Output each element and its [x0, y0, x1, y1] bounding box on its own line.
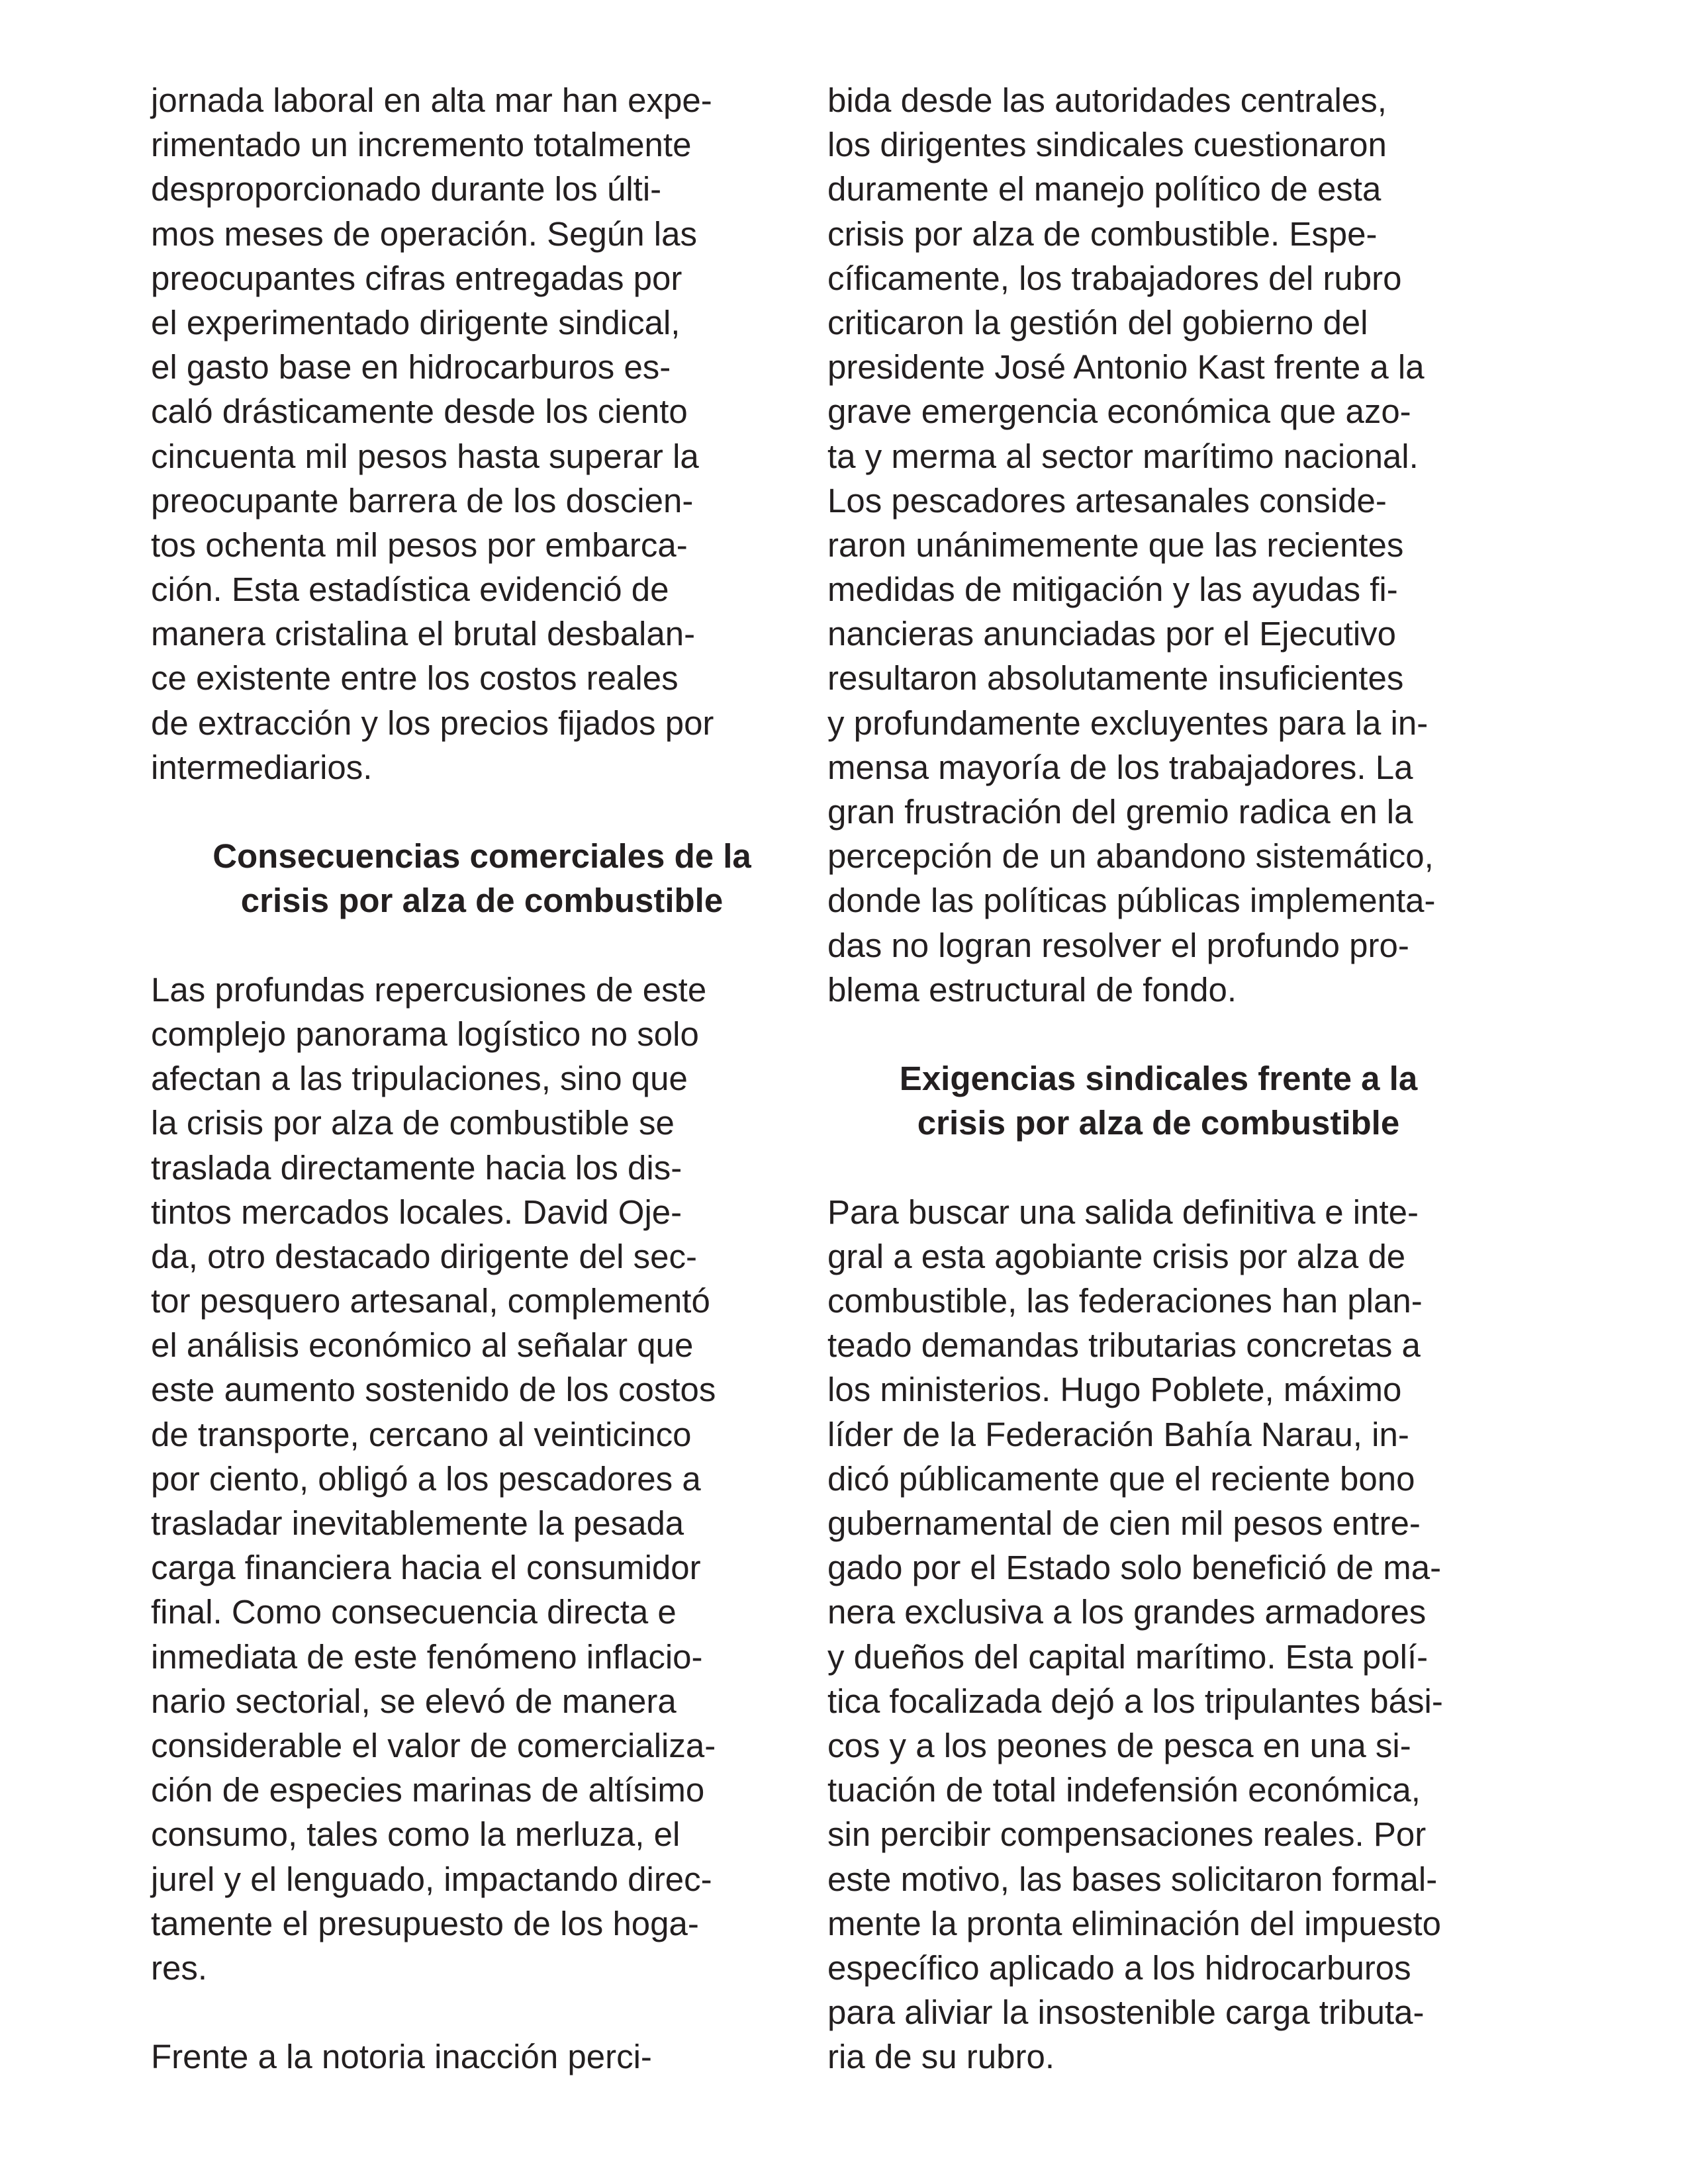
text-line: tintos mercados locales. David Oje-	[151, 1193, 682, 1231]
text-line: dicó públicamente que el reciente bono	[827, 1459, 1415, 1498]
text-line: sin percibir compensaciones reales. Por	[827, 1815, 1427, 1854]
text-line: Los pescadores artesanales conside-	[827, 481, 1387, 520]
text-line: tor pesquero artesanal, complementó	[151, 1282, 710, 1320]
text-line: rimentado un incremento totalmente	[151, 126, 692, 164]
text-line: nancieras anunciadas por el Ejecutivo	[827, 615, 1397, 653]
left-paragraph-2	[151, 968, 813, 1990]
left-column	[151, 78, 813, 2079]
text-line: combustible, las federaciones han plan-	[827, 1282, 1423, 1320]
paragraph-gap	[151, 1990, 813, 2034]
text-line: gral a esta agobiante crisis por alza de	[827, 1237, 1406, 1275]
text-line: presidente José Antonio Kast frente a la	[827, 348, 1425, 387]
text-line: nario sectorial, se elevó de manera	[151, 1682, 677, 1720]
text-line: el gasto base en hidrocarburos es-	[151, 348, 671, 387]
text-line: res.	[151, 1948, 208, 1987]
text-line: y profundamente excluyentes para la in-	[827, 704, 1429, 742]
text-line: el análisis económico al señalar que	[151, 1326, 694, 1365]
text-line: crisis por alza de combustible	[240, 882, 724, 920]
left-paragraph-3	[151, 2034, 813, 2079]
text-line: trasladar inevitablemente la pesada	[151, 1504, 684, 1542]
text-line: tamente el presupuesto de los hoga-	[151, 1904, 699, 1942]
text-line: medidas de mitigación y las ayudas fi-	[827, 570, 1398, 609]
paragraph-gap	[151, 923, 813, 968]
text-line: considerable el valor de comercializa-	[151, 1726, 716, 1764]
text-line: de transporte, cercano al veinticinco	[151, 1415, 692, 1453]
paragraph-gap	[151, 790, 813, 834]
text-line: intermediarios.	[151, 748, 373, 786]
text-line: duramente el manejo político de esta	[827, 170, 1382, 208]
text-line: caló drásticamente desde los ciento	[151, 392, 688, 431]
text-line: Para buscar una salida definitiva e inte-	[827, 1193, 1419, 1231]
text-line: tuación de total indefensión económica,	[827, 1771, 1421, 1809]
text-line: bida desde las autoridades centrales,	[827, 81, 1387, 119]
text-line: de extracción y los precios fijados por	[151, 704, 714, 742]
text-line: cíficamente, los trabajadores del rubro	[827, 259, 1402, 297]
section-heading-exigencias	[827, 1056, 1489, 1145]
text-line: los ministerios. Hugo Poblete, máximo	[827, 1371, 1402, 1409]
text-line: este aumento sostenido de los costos	[151, 1371, 716, 1409]
right-column	[827, 78, 1489, 2079]
text-line: cincuenta mil pesos hasta superar la	[151, 437, 699, 475]
text-line: Las profundas repercusiones de este	[151, 970, 707, 1009]
text-line: mos meses de operación. Según las	[151, 214, 697, 253]
text-line: ria de su rubro.	[827, 2038, 1055, 2076]
text-line: raron unánimemente que las recientes	[827, 525, 1404, 564]
right-paragraph-2	[827, 1190, 1489, 2079]
text-line: donde las políticas públicas implementa-	[827, 882, 1436, 920]
text-line: líder de la Federación Bahía Narau, in-	[827, 1415, 1409, 1453]
paragraph-gap	[827, 1012, 1489, 1056]
text-line: para aliviar la insostenible carga tributa-	[827, 1993, 1425, 2032]
text-line: preocupante barrera de los doscien-	[151, 481, 694, 520]
text-line: traslada directamente hacia los dis-	[151, 1148, 682, 1187]
text-line: da, otro destacado dirigente del sec-	[151, 1237, 698, 1275]
right-paragraph-1	[827, 78, 1489, 1012]
text-line: tica focalizada dejó a los tripulantes bási-	[827, 1682, 1443, 1720]
text-line: Consecuencias comerciales de la	[212, 837, 751, 876]
text-line: ta y merma al sector marítimo nacional.	[827, 437, 1419, 475]
text-line: este motivo, las bases solicitaron formal-	[827, 1860, 1438, 1898]
text-line: nera exclusiva a los grandes armadores	[827, 1593, 1427, 1631]
text-line: crisis por alza de combustible. Espe-	[827, 214, 1378, 253]
text-line: gran frustración del gremio radica en la	[827, 793, 1413, 831]
text-line: das no logran resolver el profundo pro-	[827, 926, 1409, 964]
text-line: carga financiera hacia el consumidor	[151, 1549, 701, 1587]
text-line: final. Como consecuencia directa e	[151, 1593, 677, 1631]
text-line: complejo panorama logístico no solo	[151, 1015, 699, 1053]
text-line: jornada laboral en alta mar han expe-	[151, 81, 712, 119]
text-line: mente la pronta eliminación del impuesto	[827, 1904, 1442, 1942]
text-line: específico aplicado a los hidrocarburos	[827, 1948, 1411, 1987]
text-line: desproporcionado durante los últi-	[151, 170, 662, 208]
section-heading-consecuencias	[151, 834, 813, 923]
text-line: jurel y el lenguado, impactando direc-	[151, 1860, 712, 1898]
text-line: por ciento, obligó a los pescadores a	[151, 1459, 701, 1498]
text-line: la crisis por alza de combustible se	[151, 1104, 675, 1142]
text-line: teado demandas tributarias concretas a	[827, 1326, 1421, 1365]
left-paragraph-1	[151, 78, 813, 790]
text-line: el experimentado dirigente sindical,	[151, 303, 680, 341]
text-line: inmediata de este fenómeno inflacio-	[151, 1637, 703, 1676]
text-line: consumo, tales como la merluza, el	[151, 1815, 680, 1854]
paragraph-gap	[827, 1146, 1489, 1190]
text-line: Frente a la notoria inacción perci-	[151, 2038, 652, 2076]
text-line: ce existente entre los costos reales	[151, 659, 679, 698]
text-line: cos y a los peones de pesca en una si-	[827, 1726, 1411, 1764]
text-line: grave emergencia económica que azo-	[827, 392, 1411, 431]
text-line: preocupantes cifras entregadas por	[151, 259, 682, 297]
text-line: afectan a las tripulaciones, sino que	[151, 1060, 688, 1098]
text-line: resultaron absolutamente insuficientes	[827, 659, 1404, 698]
text-line: percepción de un abandono sistemático,	[827, 837, 1434, 876]
text-line: crisis por alza de combustible	[917, 1104, 1400, 1142]
text-line: manera cristalina el brutal desbalan-	[151, 615, 696, 653]
text-line: blema estructural de fondo.	[827, 970, 1237, 1009]
text-line: gado por el Estado solo benefició de ma-	[827, 1549, 1442, 1587]
text-line: criticaron la gestión del gobierno del	[827, 303, 1368, 341]
text-line: tos ochenta mil pesos por embarca-	[151, 525, 688, 564]
text-line: ción de especies marinas de altísimo	[151, 1771, 705, 1809]
text-line: ción. Esta estadística evidenció de	[151, 570, 669, 609]
text-line: los dirigentes sindicales cuestionaron	[827, 126, 1387, 164]
text-line: gubernamental de cien mil pesos entre-	[827, 1504, 1421, 1542]
text-line: Exigencias sindicales frente a la	[899, 1060, 1418, 1098]
text-line: y dueños del capital marítimo. Esta polí-	[827, 1637, 1429, 1676]
text-line: mensa mayoría de los trabajadores. La	[827, 748, 1413, 786]
